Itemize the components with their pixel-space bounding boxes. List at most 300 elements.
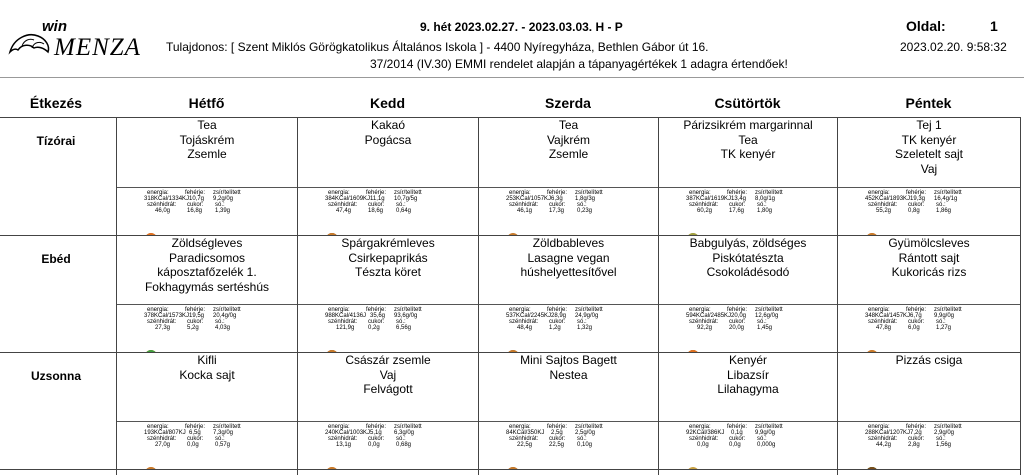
dish-name: Paradicsomos [168, 250, 246, 265]
nutrition-sugar-value: 17,3g [549, 208, 565, 214]
nutrition-salt-value: 4,03g [215, 325, 231, 331]
dish-name: Kukoricás rizs [891, 265, 967, 279]
nutrition-sugar-value: 20,0g [729, 325, 745, 331]
nutrition-carb-value: 46,0g [155, 208, 171, 214]
nutrition-fat-label: zsír/telített [575, 190, 603, 196]
menu-cell [838, 118, 1020, 235]
dish-name: Zöldségleves [171, 236, 243, 250]
page-number: 1 [990, 18, 998, 34]
dish-name: Gyümölcsleves [888, 236, 970, 250]
column-header-day: Csütörtök [714, 95, 781, 111]
nutrition-fat-value: 1,8g/3g [575, 196, 596, 202]
nutrition-fat-value: 10,7g/5g [394, 196, 418, 202]
nutrition-box [298, 421, 478, 469]
dish-name: Rántott sajt [898, 250, 960, 265]
nutrition-salt-label: só.: [215, 319, 225, 325]
nutrition-energy-label: energia: [147, 424, 169, 430]
nutrition-carb-value: 60,2g [697, 208, 713, 214]
menu-cell [117, 236, 297, 352]
table-column-border [1020, 117, 1021, 475]
nutrition-fat-label: zsír/telített [213, 424, 241, 430]
nutrition-protein-label: fehérje: [185, 307, 206, 313]
nutrition-salt-value: 0,57g [215, 442, 231, 448]
nutrition-energy-label: energia: [147, 307, 169, 313]
nutrition-carb-value: 48,4g [517, 325, 533, 331]
menu-cell [479, 236, 658, 352]
nutrition-sugar-value: 0,0g [187, 442, 199, 448]
dish-name: Tej 1 [916, 118, 942, 132]
nutrition-salt-value: 0,23g [577, 208, 593, 214]
nutrition-box [298, 187, 478, 235]
nutrition-energy-value: 537KCal/2245KJ [506, 313, 552, 319]
menu-cell [479, 118, 658, 235]
nutrition-energy-label: energia: [509, 190, 531, 196]
allergen-icon [687, 467, 699, 469]
nutrition-box [479, 421, 658, 469]
nutrition-protein-label: fehérje: [366, 424, 387, 430]
nutrition-protein-label: fehérje: [547, 424, 568, 430]
allergen-icon [326, 467, 338, 469]
nutrition-energy-label: energia: [868, 307, 890, 313]
nutrition-protein-label: fehérje: [727, 424, 748, 430]
page-header [0, 0, 1024, 80]
nutrition-fat-label: zsír/telített [934, 190, 962, 196]
nutrition-protein-label: fehérje: [727, 190, 748, 196]
dish-list [479, 353, 658, 382]
dish-name: Párizsikrém margarinnal [683, 118, 813, 132]
dish-name: Vaj [379, 367, 397, 382]
nutrition-salt-value: 0,000g [757, 442, 776, 448]
dish-list [659, 236, 837, 280]
dish-name: Kakaó [370, 118, 406, 132]
nutrition-carb-label: szénhidrát: [689, 319, 719, 325]
dish-name: húshelyettesítővel [520, 265, 617, 279]
dish-name: Kenyér [728, 353, 768, 367]
nutrition-protein-value: 5,1g [370, 430, 382, 436]
nutrition-energy-label: energia: [689, 424, 711, 430]
nutrition-salt-label: só.: [757, 202, 767, 208]
dish-name: Császár zsemle [345, 353, 431, 367]
menu-cell [838, 236, 1020, 352]
nutrition-energy-value: 193KCal/807KJ [144, 430, 186, 436]
nutrition-salt-label: só.: [396, 436, 406, 442]
nutrition-sugar-value: 5,2g [187, 325, 199, 331]
allergen-icon [687, 233, 699, 235]
nutrition-energy-value: 84KCal/350KJ [506, 430, 545, 436]
nutrition-salt-label: só.: [577, 319, 587, 325]
nutrition-fat-value: 2,5g/0g [575, 430, 596, 436]
nutrition-carb-label: szénhidrát: [868, 202, 898, 208]
meal-name: Tízórai [36, 134, 76, 148]
menu-cell [117, 353, 297, 469]
nutrition-protein-value: 13,4g [731, 196, 747, 202]
dish-name: Mini Sajtos Bagett [520, 353, 617, 367]
nutrition-protein-value: 6,3g [551, 196, 563, 202]
dish-name: Tea [558, 118, 579, 132]
nutrition-fat-label: zsír/telített [213, 307, 241, 313]
nutrition-box [117, 187, 297, 235]
dish-name: káposztafőzelék 1. [157, 265, 257, 279]
allergen-icon [866, 350, 878, 352]
nutrition-protein-label: fehérje: [906, 307, 927, 313]
nutrition-salt-value: 0,64g [396, 208, 412, 214]
nutrition-salt-label: só.: [215, 436, 225, 442]
nutrition-fat-value: 9,9g/0g [755, 430, 776, 436]
dish-list [479, 236, 658, 280]
nutrition-sugar-label: cukor: [368, 319, 385, 325]
nutrition-energy-value: 288KCal/1207KJ [865, 430, 911, 436]
nutrition-fat-value: 93,6g/0g [394, 313, 418, 319]
nutrition-fat-label: zsír/telített [934, 424, 962, 430]
dish-name: Babgulyás, zöldséges [689, 236, 807, 250]
nutrition-carb-label: szénhidrát: [147, 202, 177, 208]
nutrition-energy-value: 988KCal/4136J [325, 313, 367, 319]
nutrition-carb-label: szénhidrát: [328, 436, 358, 442]
allergen-icon [507, 350, 519, 352]
dish-name: TK kenyér [901, 132, 957, 147]
nutrition-box [117, 421, 297, 469]
nutrition-carb-value: 0,0g [697, 442, 709, 448]
nutrition-fat-label: zsír/telített [755, 424, 783, 430]
dish-name: Piskótatészta [712, 250, 784, 265]
column-header-day: Hétfő [188, 95, 225, 111]
dish-name: Nestea [549, 367, 588, 382]
dish-list [117, 236, 297, 294]
table-row-border [0, 117, 116, 118]
nutrition-sugar-label: cukor: [187, 319, 204, 325]
menu-cell [659, 118, 837, 235]
nutrition-salt-value: 1,56g [936, 442, 952, 448]
nutrition-box [117, 304, 297, 352]
nutrition-sugar-value: 1,2g [549, 325, 561, 331]
nutrition-energy-label: energia: [509, 424, 531, 430]
menu-cell [838, 353, 1020, 469]
nutrition-sugar-label: cukor: [729, 202, 746, 208]
nutrition-carb-label: szénhidrát: [147, 436, 177, 442]
menu-cell [298, 353, 478, 469]
nutrition-box [838, 421, 1020, 469]
nutrition-protein-value: 7,2g [910, 430, 922, 436]
nutrition-carb-label: szénhidrát: [147, 319, 177, 325]
nutrition-salt-label: só.: [577, 202, 587, 208]
menu-cell [659, 353, 837, 469]
allergen-icon [507, 467, 519, 469]
nutrition-energy-label: energia: [147, 190, 169, 196]
nutrition-box [659, 421, 837, 469]
dish-list [659, 118, 837, 162]
nutrition-carb-value: 55,2g [876, 208, 892, 214]
dish-name: Szeletelt sajt [894, 147, 964, 161]
nutrition-sugar-value: 16,8g [187, 208, 203, 214]
nutrition-sugar-label: cukor: [187, 436, 204, 442]
nutrition-box [479, 304, 658, 352]
nutrition-sugar-label: cukor: [187, 202, 204, 208]
nutrition-energy-value: 253KCal/1057KJ [506, 196, 552, 202]
nutrition-fat-label: zsír/telített [394, 190, 422, 196]
allergen-icon [145, 467, 157, 469]
nutrition-sugar-label: cukor: [908, 436, 925, 442]
dish-name: Lilahagyma [717, 382, 779, 396]
menu-cell [117, 118, 297, 235]
nutrition-fat-label: zsír/telített [394, 307, 422, 313]
nutrition-sugar-label: cukor: [729, 436, 746, 442]
nutrition-fat-label: zsír/telített [575, 307, 603, 313]
nutrition-salt-value: 1,86g [936, 208, 952, 214]
logo-win-text: win [42, 18, 67, 35]
dish-list [298, 236, 478, 280]
nutrition-sugar-value: 6,0g [908, 325, 920, 331]
nutrition-protein-label: fehérje: [366, 307, 387, 313]
nutrition-carb-value: 27,0g [155, 442, 171, 448]
dish-name: Spárgakrémleves [341, 236, 435, 250]
header-divider [0, 77, 1024, 78]
allergen-icon [145, 233, 157, 235]
nutrition-sugar-value: 0,8g [908, 208, 920, 214]
nutrition-carb-label: szénhidrát: [868, 319, 898, 325]
dish-name: Felvágott [363, 382, 413, 396]
nutrition-sugar-label: cukor: [908, 202, 925, 208]
meal-name: Ebéd [41, 252, 71, 266]
nutrition-carb-value: 27,3g [155, 325, 171, 331]
nutrition-protein-label: fehérje: [366, 190, 387, 196]
dish-name: Zsemle [187, 147, 227, 161]
menu-cell [298, 118, 478, 235]
nutrition-protein-label: fehérje: [906, 424, 927, 430]
nutrition-fat-label: zsír/telített [934, 307, 962, 313]
decree-note: 37/2014 (IV.30) EMMI rendelet alapján a tápanyagértékek 1 adagra értendőek! [370, 57, 788, 71]
nutrition-carb-value: 92,2g [697, 325, 713, 331]
nutrition-protein-value: 35,6g [370, 313, 386, 319]
nutrition-sugar-label: cukor: [549, 319, 566, 325]
nutrition-salt-value: 0,68g [396, 442, 412, 448]
nutrition-salt-label: só.: [396, 202, 406, 208]
column-header-day: Szerda [545, 95, 591, 111]
nutrition-fat-label: zsír/telített [755, 307, 783, 313]
nutrition-energy-value: 452KCal/1893KJ [865, 196, 911, 202]
nutrition-sugar-value: 17,6g [729, 208, 745, 214]
nutrition-energy-label: energia: [509, 307, 531, 313]
dish-name: Pizzás csiga [895, 353, 963, 367]
logo-menza-text: MENZA [54, 34, 141, 61]
nutrition-carb-value: 13,1g [336, 442, 352, 448]
dish-list [659, 353, 837, 397]
nutrition-protein-value: 19,5g [189, 313, 205, 319]
nutrition-fat-label: zsír/telített [575, 424, 603, 430]
allergen-icon [507, 233, 519, 235]
nutrition-energy-value: 594KCal/2485KJ [686, 313, 732, 319]
nutrition-energy-label: energia: [328, 307, 350, 313]
dish-name: Kocka sajt [179, 367, 235, 382]
column-header-day: Kedd [370, 95, 405, 111]
nutrition-salt-label: só.: [396, 319, 406, 325]
owner-line: Tulajdonos: [ Szent Miklós Görögkatolikus Általános Iskola ] - 4400 Nyíregyháza, Bethlen Gábor út 16. [166, 40, 709, 54]
allergen-icon [326, 233, 338, 235]
nutrition-fat-value: 12,6g/0g [755, 313, 779, 319]
nutrition-carb-value: 46,1g [517, 208, 533, 214]
column-header-day: Péntek [905, 95, 952, 111]
nutrition-carb-label: szénhidrát: [689, 202, 719, 208]
menu-cell [659, 236, 837, 352]
nutrition-carb-label: szénhidrát: [509, 319, 539, 325]
nutrition-energy-value: 378KCal/1573KJ [144, 313, 190, 319]
nutrition-sugar-label: cukor: [549, 436, 566, 442]
table-row-border [0, 469, 1020, 470]
meal-name: Uzsonna [30, 369, 81, 383]
nutrition-carb-label: szénhidrát: [328, 202, 358, 208]
dish-list [117, 353, 297, 382]
nutrition-protein-label: fehérje: [185, 190, 206, 196]
allergen-icon [687, 350, 699, 352]
nutrition-box [659, 304, 837, 352]
nutrition-protein-value: 19,3g [910, 196, 926, 202]
winmenza-logo [8, 16, 158, 64]
nutrition-fat-value: 20,4g/0g [213, 313, 237, 319]
nutrition-salt-value: 6,56g [396, 325, 412, 331]
dish-list [298, 353, 478, 397]
nutrition-carb-value: 44,2g [876, 442, 892, 448]
nutrition-salt-label: só.: [577, 436, 587, 442]
dish-list [298, 118, 478, 147]
allergen-icon [866, 467, 878, 469]
nutrition-protein-value: 6,7g [910, 313, 922, 319]
nutrition-box [659, 187, 837, 235]
nutrition-protein-label: fehérje: [727, 307, 748, 313]
page-label: Oldal: [906, 18, 946, 34]
nutrition-salt-value: 1,39g [215, 208, 231, 214]
dish-list [838, 353, 1020, 368]
nutrition-fat-label: zsír/telített [394, 424, 422, 430]
nutrition-fat-label: zsír/telített [755, 190, 783, 196]
allergen-icon [866, 233, 878, 235]
nutrition-salt-value: 1,80g [757, 208, 773, 214]
column-header-meal: Étkezés [29, 95, 83, 111]
menu-cell [479, 353, 658, 469]
nutrition-salt-label: só.: [936, 319, 946, 325]
dish-name: Vajkrém [546, 132, 591, 147]
nutrition-sugar-label: cukor: [549, 202, 566, 208]
dish-name: Lasagne vegan [527, 250, 610, 265]
nutrition-energy-label: energia: [328, 424, 350, 430]
week-title: 9. hét 2023.02.27. - 2023.03.03. H - P [420, 20, 623, 34]
dish-name: Tojáskrém [179, 132, 235, 147]
nutrition-carb-label: szénhidrát: [509, 436, 539, 442]
nutrition-protein-value: 2,5g [551, 430, 563, 436]
menu-cell [298, 236, 478, 352]
nutrition-fat-value: 24,9g/0g [575, 313, 599, 319]
nutrition-protein-value: 11,1g [370, 196, 385, 202]
nutrition-protein-label: fehérje: [547, 307, 568, 313]
nutrition-fat-value: 2,9g/0g [934, 430, 955, 436]
nutrition-salt-value: 1,45g [757, 325, 773, 331]
dish-list [838, 236, 1020, 280]
nutrition-sugar-value: 0,2g [368, 325, 380, 331]
dish-name: Pogácsa [364, 132, 412, 147]
nutrition-energy-value: 387KCal/1619KJ [686, 196, 732, 202]
print-timestamp: 2023.02.20. 9:58:32 [900, 40, 1007, 54]
dish-name: Zöldbableves [532, 236, 605, 250]
nutrition-protein-value: 20,0g [731, 313, 747, 319]
nutrition-fat-value: 9,2g/0g [213, 196, 234, 202]
dish-name: TK kenyér [720, 147, 776, 161]
allergen-icon [145, 350, 157, 352]
nutrition-salt-label: só.: [936, 202, 946, 208]
nutrition-protein-value: 28,9g [551, 313, 567, 319]
nutrition-salt-label: só.: [757, 436, 767, 442]
nutrition-protein-label: fehérje: [906, 190, 927, 196]
dish-list [117, 118, 297, 162]
nutrition-carb-value: 22,5g [517, 442, 533, 448]
nutrition-fat-label: zsír/telített [213, 190, 241, 196]
nutrition-fat-value: 6,3g/0g [394, 430, 415, 436]
dish-list [838, 118, 1020, 176]
nutrition-energy-value: 318KCal/1334KJ [144, 196, 190, 202]
nutrition-protein-value: 0,1g [731, 430, 743, 436]
nutrition-carb-label: szénhidrát: [689, 436, 719, 442]
nutrition-energy-label: energia: [689, 190, 711, 196]
nutrition-salt-label: só.: [215, 202, 225, 208]
nutrition-carb-value: 47,8g [876, 325, 892, 331]
nutrition-protein-value: 10,7g [189, 196, 205, 202]
nutrition-salt-label: só.: [936, 436, 946, 442]
nutrition-sugar-value: 0,0g [729, 442, 741, 448]
dish-list [479, 118, 658, 162]
nutrition-protein-label: fehérje: [185, 424, 206, 430]
nutrition-energy-value: 384KCal/1609KJ [325, 196, 371, 202]
nutrition-energy-value: 92KCal/386KJ [686, 430, 725, 436]
nutrition-energy-label: energia: [689, 307, 711, 313]
nutrition-salt-label: só.: [757, 319, 767, 325]
dish-name: Tea [197, 118, 217, 132]
allergen-icon [326, 350, 338, 352]
dish-name: Tészta köret [354, 265, 422, 279]
nutrition-sugar-value: 22,5g [549, 442, 565, 448]
nutrition-protein-value: 6,5g [189, 430, 201, 436]
dish-name: Tea [738, 132, 758, 147]
nutrition-carb-label: szénhidrát: [328, 319, 358, 325]
nutrition-fat-value: 7,3g/0g [213, 430, 234, 436]
nutrition-sugar-value: 0,0g [368, 442, 380, 448]
dish-name: Csirkepaprikás [348, 250, 428, 265]
dish-name: Csokoládésodó [706, 265, 790, 279]
dish-name: Libazsír [726, 367, 770, 382]
nutrition-carb-value: 47,4g [336, 208, 352, 214]
nutrition-salt-value: 1,27g [936, 325, 952, 331]
nutrition-salt-value: 0,10g [577, 442, 593, 448]
nutrition-energy-value: 348KCal/1457KJ [865, 313, 911, 319]
nutrition-fat-value: 16,4g/1g [934, 196, 958, 202]
nutrition-sugar-label: cukor: [729, 319, 746, 325]
nutrition-sugar-value: 18,6g [368, 208, 384, 214]
nutrition-sugar-label: cukor: [368, 202, 385, 208]
dish-name: Zsemle [548, 147, 589, 161]
dish-name: Vaj [920, 161, 938, 176]
dish-name: Kifli [197, 353, 217, 367]
nutrition-box [838, 304, 1020, 352]
nutrition-protein-label: fehérje: [547, 190, 568, 196]
nutrition-sugar-label: cukor: [908, 319, 925, 325]
nutrition-energy-value: 240KCal/1003KJ [325, 430, 371, 436]
nutrition-energy-label: energia: [868, 190, 890, 196]
nutrition-energy-label: energia: [328, 190, 350, 196]
nutrition-box [479, 187, 658, 235]
nutrition-box [838, 187, 1020, 235]
dish-name: Fokhagymás sertéshús [144, 279, 270, 294]
nutrition-sugar-label: cukor: [368, 436, 385, 442]
nutrition-fat-value: 8,0g/1g [755, 196, 776, 202]
nutrition-carb-label: szénhidrát: [509, 202, 539, 208]
nutrition-fat-value: 9,9g/0g [934, 313, 955, 319]
nutrition-sugar-value: 2,8g [908, 442, 920, 448]
